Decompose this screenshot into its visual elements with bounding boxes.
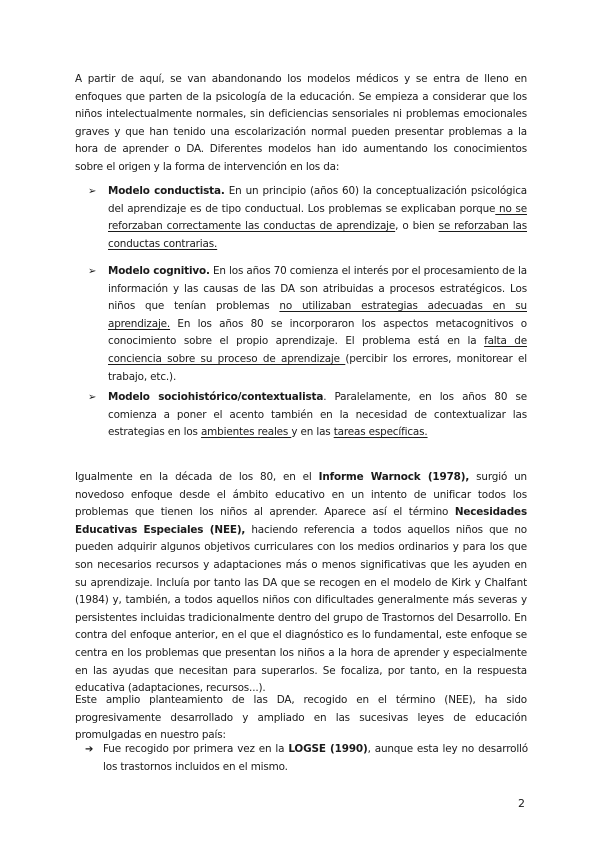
model-text	[108, 389, 527, 442]
model-body: . Paralelamente, en los años 80 se comienza a poner el acento también en la necesidad de contextualizar las estrategias en los	[108, 391, 527, 439]
paragraph-text: haciendo referencia a todos aquellos niños que no pueden adquirir algunos objetivos curriculares con los medios ordinarios y para los que son necesarios recursos y adaptaciones más o menos significativas que les ayuden en su aprendizaje. Incluía por tanto las DA que se recogen en el modelo de Kirk y Chalfant (1984) y, también, a todos aquellos niños con dificultades generalmente más severas y persistentes incluidas tradicionalmente dentro del grupo de Trastornos del Desarrollo. En contra del enfoque anterior, en el que el diagnóstico es lo fundamental, este enfoque se centra en los problemas que presentan los niños a la hora de aprender y especialmente en las ayudas que necesitan para superarlos. Se focaliza, por tanto, en la respuesta educativa (adaptaciones, recursos...).	[75, 523, 527, 695]
law-text	[103, 741, 528, 776]
warnock-report-name: Informe Warnock (1978),	[318, 471, 470, 483]
paragraph-text: Este amplio planteamiento de las DA, recogido en el término (NEE), ha sido progresivamente desarrollado y ampliado en las sucesivas leyes de educación promulgadas en nuestro país:	[75, 694, 527, 742]
model-title: Modelo conductista.	[108, 185, 225, 197]
model-underlined: falta de conciencia sobre su proceso de aprendizaje	[108, 335, 527, 365]
model-text	[108, 183, 527, 253]
law-body: Fue recogido por primera vez en la	[103, 743, 289, 755]
model-body: En un principio (años 60) la conceptualización psicológica del aprendizaje es de tipo conductual. Los problemas se explicaban porque	[108, 185, 527, 215]
model-underlined: se reforzaban las conductas contrarias.	[108, 220, 528, 250]
arrow-right-icon: ➔	[85, 744, 94, 755]
model-text	[108, 263, 527, 386]
intro-text: A partir de aquí, se van abandonando los modelos médicos y se entra de lleno en enfoques que parten de la psicología de la educación. Se empieza a considerar que los niños intelectualmente normales, sin deficiencias sensoriales ni problemas emocionales graves y que han tenido una escolarización normal pueden presentar problemas a la hora de aprender o DA. Diferentes modelos han ido aumentando los conocimientos sobre el origen y la forma de intervención en los da:	[75, 73, 527, 173]
model-underlined: no utilizaban estrategias adecuadas en su aprendizaje.	[108, 300, 527, 330]
bullet-arrow-icon: ➢	[88, 266, 97, 277]
bullet-arrow-icon: ➢	[88, 392, 97, 403]
paragraph-text: Igualmente en la década de los 80, en el	[75, 471, 319, 483]
page-number: 2	[518, 797, 525, 810]
model-underlined: tareas específicas.	[333, 426, 428, 439]
intro-paragraph	[75, 71, 527, 177]
model-underlined: ambientes reales	[200, 426, 292, 439]
nee-term: Necesidades Educativas Especiales (NEE),	[75, 506, 527, 536]
model-body: , o bien	[395, 220, 439, 233]
law-body: , aunque esta ley no desarrolló los trastornos incluidos en el mismo.	[103, 743, 528, 773]
model-body: En los años 80 se incorporaron los aspectos metacognitivos o conocimiento sobre el propio aprendizaje. El problema está en la	[108, 317, 527, 348]
model-body: (percibir los errores, monitorear el trabajo, etc.).	[108, 352, 527, 383]
bullet-arrow-icon: ➢	[88, 186, 97, 197]
law-name: LOGSE (1990)	[288, 743, 368, 755]
paragraph-text: surgió un novedoso enfoque desde el ámbito educativo en un intento de unificar todos los problemas que tienen los niños al aprender. Aparece así el término	[75, 471, 527, 519]
model-body: En los años 70 comienza el interés por el procesamiento de la información y las causas de las DA son atribuidas a procesos estratégicos. Los niños que tenían problemas	[108, 265, 527, 313]
model-title: Modelo cognitivo.	[108, 265, 210, 277]
nee-laws-paragraph	[75, 692, 527, 745]
model-body: y en las	[291, 426, 334, 439]
model-underlined: no se reforzaban correctamente las conductas de aprendizaje	[108, 202, 527, 233]
warnock-paragraph	[75, 469, 527, 698]
model-title: Modelo sociohistórico/contextualista	[108, 391, 324, 403]
